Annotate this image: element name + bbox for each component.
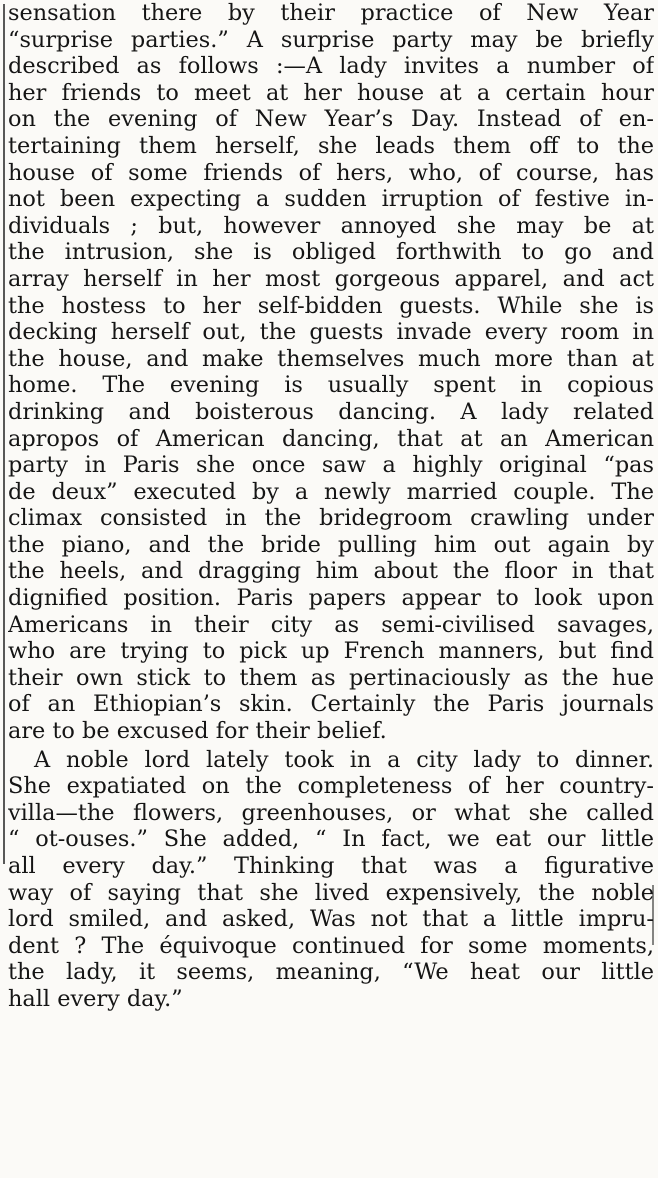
text-line: climax consisted in the bridegroom crawling under bbox=[8, 505, 654, 532]
text-line: dent ? The équivoque continued for some moments, bbox=[8, 932, 654, 959]
text-line: the heels, and dragging him about the floor in that bbox=[8, 558, 654, 585]
text-line: party in Paris she once saw a highly original “pas bbox=[8, 452, 654, 479]
text-line: “surprise parties.” A surprise party may be briefly bbox=[8, 26, 654, 53]
text-line: array herself in her most gorgeous apparel, and act bbox=[8, 265, 654, 292]
text-line: the intrusion, she is obliged forthwith to go and bbox=[8, 239, 654, 266]
text-line: She expatiated on the completeness of her country- bbox=[8, 773, 654, 800]
text-line: de deux” executed by a newly married couple. The bbox=[8, 478, 654, 505]
text-line: decking herself out, the guests invade every room in bbox=[8, 319, 654, 346]
text-line: are to be excused for their belief. bbox=[8, 718, 387, 745]
column-rule-left bbox=[3, 4, 5, 864]
text-line: dignified position. Paris papers appear to look upon bbox=[8, 585, 654, 612]
paragraph-surprise-parties bbox=[8, 0, 654, 745]
text-line: described as follows :—A lady invites a number of bbox=[8, 53, 654, 80]
paragraph-noble-lord bbox=[8, 747, 654, 1013]
text-line: the piano, and the bride pulling him out again by bbox=[8, 531, 654, 558]
text-line: her friends to meet at her house at a certain hour bbox=[8, 79, 654, 106]
text-line: A noble lord lately took in a city lady to dinner. bbox=[34, 746, 654, 773]
text-line: the lady, it seems, meaning, “We heat our little bbox=[8, 959, 654, 986]
article-column bbox=[8, 0, 654, 1013]
text-line: their own stick to them as pertinaciously as the hue bbox=[8, 664, 654, 691]
text-line: house of some friends of hers, who, of course, has bbox=[8, 159, 654, 186]
text-line: way of saying that she lived expensively, the noble bbox=[8, 879, 654, 906]
text-line: all every day.” Thinking that was a figurative bbox=[8, 853, 654, 879]
text-line: villa—the flowers, greenhouses, or what she called bbox=[8, 799, 654, 826]
text-line: who are trying to pick up French manners, but find bbox=[8, 638, 654, 665]
text-line: drinking and boisterous dancing. A lady related bbox=[8, 398, 654, 425]
text-line: Americans in their city as semi-civilised savages, bbox=[8, 611, 654, 638]
text-line: “ ot-ouses.” She added, “ In fact, we eat our little bbox=[8, 826, 654, 853]
text-line: not been expecting a sudden irruption of festive in- bbox=[8, 186, 654, 213]
text-line: dividuals ; but, however annoyed she may be at bbox=[8, 212, 654, 239]
text-line: apropos of American dancing, that at an American bbox=[8, 425, 654, 452]
text-line: the house, and make themselves much more than at bbox=[8, 345, 654, 372]
text-line: tertaining them herself, she leads them off to the bbox=[8, 132, 654, 159]
text-line: hall every day.” bbox=[8, 985, 183, 1012]
text-line: sensation there by their practice of New Year bbox=[8, 0, 654, 26]
text-line: on the evening of New Year’s Day. Instead of en- bbox=[8, 106, 654, 133]
text-line: lord smiled, and asked, Was not that a little impru- bbox=[8, 906, 654, 933]
text-line: of an Ethiopian’s skin. Certainly the Paris journals bbox=[8, 691, 654, 718]
text-line: the hostess to her self-bidden guests. While she is bbox=[8, 292, 654, 319]
text-line: home. The evening is usually spent in copious bbox=[8, 372, 654, 399]
